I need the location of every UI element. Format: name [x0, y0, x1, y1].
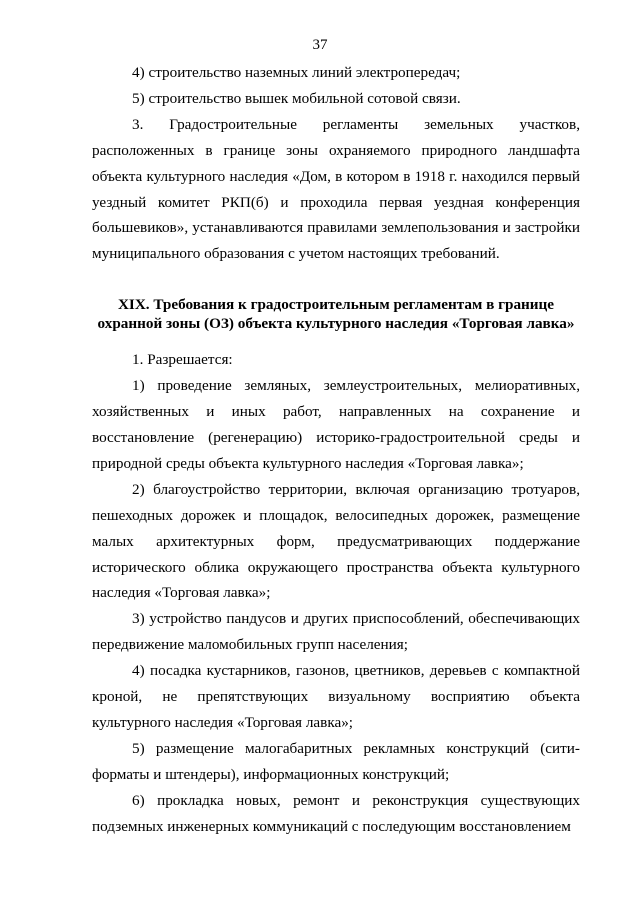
page-number: 37: [312, 37, 328, 53]
section-heading-line-1: XIX. Требования к градостроительным регламентам в границе: [117, 296, 555, 314]
section-heading: [92, 267, 580, 347]
section-item-4: 4) посадка кустарников, газонов, цветников, деревьев с компактной кроной, не препятствующих визуальному восприятию объекта культурного наследия «Торговая лавка»;: [92, 662, 580, 731]
section-item-1: 1) проведение земляных, землеустроительных, мелиоративных, хозяйственных и иных работ, направленных на сохранение и восстановление (регенерацию) историко-градостроительной среды и природной среды объекта культурного наследия «Торговая лавка»;: [92, 377, 580, 472]
paragraph-item-4: 4) строительство наземных линий электропередач;: [132, 64, 461, 81]
paragraph-item-5: 5) строительство вышек мобильной сотовой связи.: [132, 89, 461, 107]
section-item-2: 2) благоустройство территории, включая организацию тротуаров, пешеходных дорожек и площадок, велосипедных дорожек, размещение малых архитектурных форм, предусматривающих поддержание исторического облика окружающего пространства объекта культурного наследия «Торговая лавка»;: [92, 480, 580, 602]
section-intro: 1. Разрешается:: [132, 351, 233, 369]
section-item-5: 5) размещение малогабаритных рекламных конструкций (сити-форматы и штендеры), информационных конструкций;: [92, 739, 580, 783]
section-item-3: 3) устройство пандусов и других приспособлений, обеспечивающих передвижение маломобильных групп населения;: [92, 610, 580, 654]
paragraph-clause-3: 3. Градостроительные регламенты земельных участков, расположенных в границе зоны охраняемого природного ландшафта объекта культурного наследия «Дом, в котором в 1918 г. находился первый уездный комитет РКП(б) и проходила первая уездная конференция большевиков», устанавливаются правилами землепользования и застройки муниципального образования с учетом настоящих требований.: [92, 115, 580, 263]
section-heading-line-2: охранной зоны (ОЗ) объекта культурного наследия «Торговая лавка»: [97, 314, 575, 332]
document-body: [92, 60, 580, 839]
section-item-6: 6) прокладка новых, ремонт и реконструкция существующих подземных инженерных коммуникаций с последующим восстановлением: [92, 791, 580, 835]
